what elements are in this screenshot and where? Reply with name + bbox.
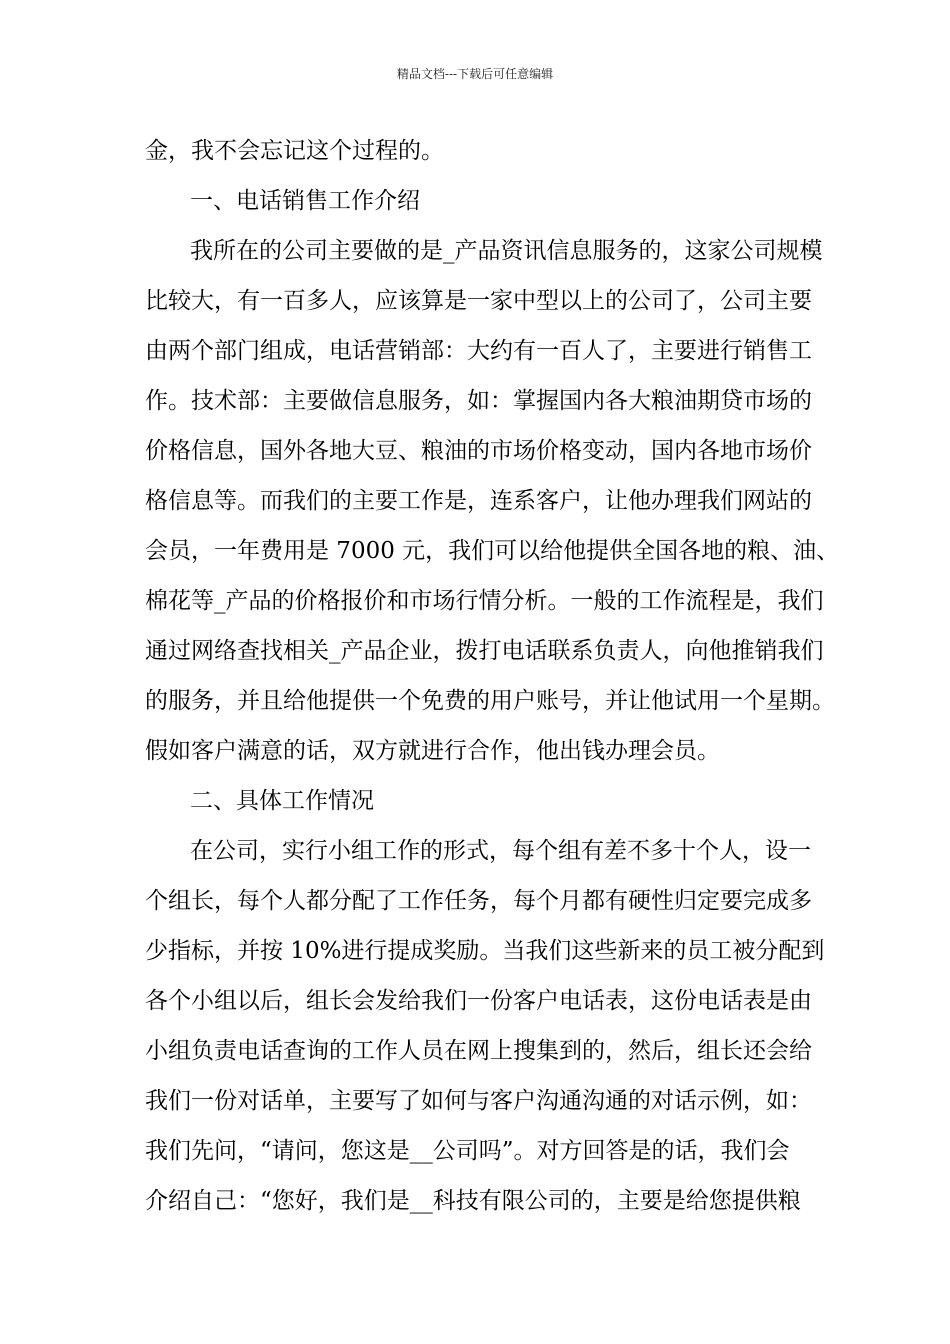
body-line: 作。技术部：主要做信息服务，如：掌握国内各大粮油期贷市场的 (145, 388, 812, 414)
section-heading: 二、具体工作情况 (190, 788, 374, 814)
body-line: 我们先问，“请问，您这是__公司吗”。对方回答是的话，我们会 (145, 1138, 790, 1164)
body-line: 通过网络查找相关_产品企业，拨打电话联系负责人，向他推销我们 (145, 638, 824, 664)
body-line: 我所在的公司主要做的是_产品资讯信息服务的，这家公司规模 (190, 238, 823, 264)
body-line: 格信息等。而我们的主要工作是，连系客户，让他办理我们网站的 (145, 488, 812, 514)
body-line: 个组长，每个人都分配了工作任务，每个月都有硬性归定要完成多 (145, 888, 812, 914)
body-line: 我们一份对话单，主要写了如何与客户沟通沟通的对话示例，如： (145, 1088, 812, 1114)
body-line: 的服务，并且给他提供一个免费的用户账号，并让他试用一个星期。 (145, 688, 835, 714)
body-line: 少指标，并按 10%进行提成奖励。当我们这些新来的员工被分配到 (145, 938, 825, 964)
section-heading: 一、电话销售工作介绍 (190, 188, 420, 214)
body-line: 由两个部门组成，电话营销部：大约有一百人了，主要进行销售工 (145, 338, 812, 364)
body-line: 各个小组以后，组长会发给我们一份客户电话表，这份电话表是由 (145, 988, 812, 1014)
body-line: 介绍自己：“您好，我们是__科技有限公司的，主要是给您提供粮 (145, 1188, 801, 1214)
body-line: 金，我不会忘记这个过程的。 (145, 138, 444, 164)
body-line: 小组负责电话查询的工作人员在网上搜集到的，然后，组长还会给 (145, 1038, 812, 1064)
body-line: 价格信息，国外各地大豆、粮油的市场价格变动，国内各地市场价 (145, 438, 812, 464)
body-line: 比较大，有一百多人，应该算是一家中型以上的公司了，公司主要 (145, 288, 812, 314)
page-header: 精品文档---下载后可任意编辑 (396, 67, 554, 81)
body-line: 在公司，实行小组工作的形式，每个组有差不多十个人，设一 (190, 838, 811, 864)
body-line: 假如客户满意的话，双方就进行合作，他出钱办理会员。 (145, 738, 720, 764)
body-line: 会员，一年费用是 7000 元，我们可以给他提供全国各地的粮、油、 (145, 538, 840, 564)
body-line: 棉花等_产品的价格报价和市场行情分析。一般的工作流程是，我们 (145, 588, 824, 614)
document-body (145, 126, 840, 1226)
